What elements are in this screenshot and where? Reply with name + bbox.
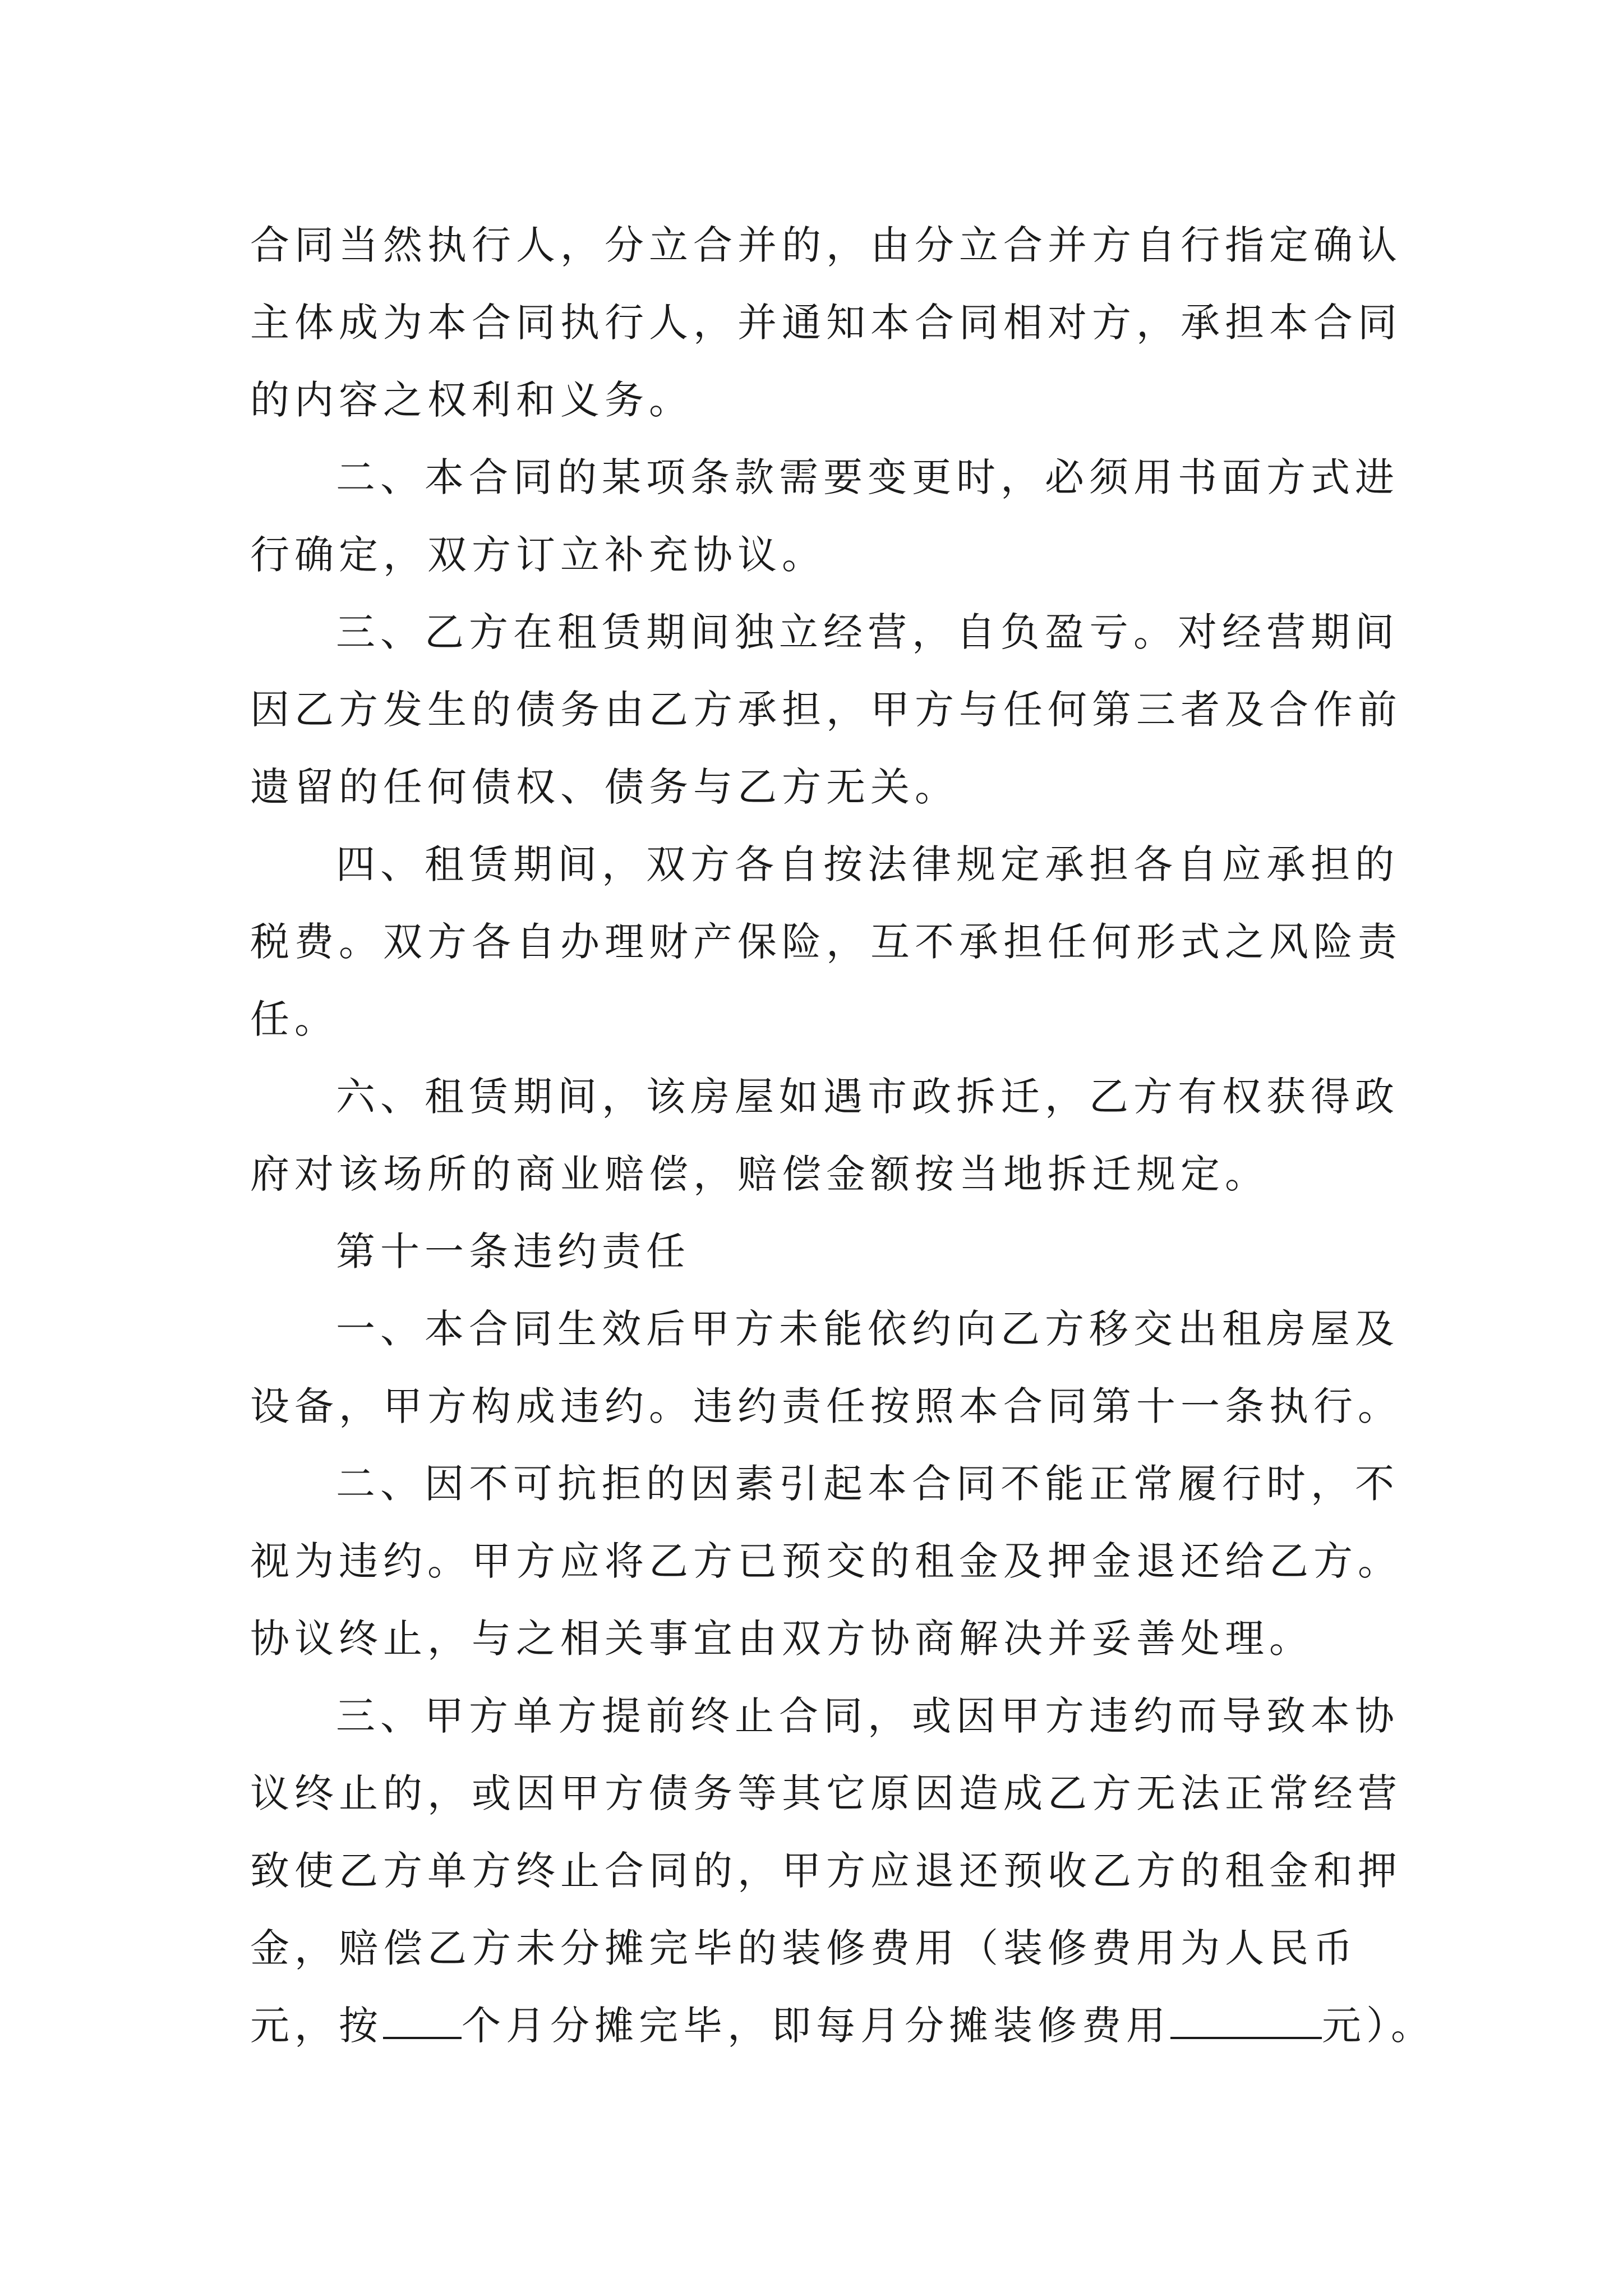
clause-2-line: 二、本合同的某项条款需要变更时，必须用书面方式进	[336, 454, 1399, 500]
body-line: 主体成为本合同执行人，并通知本合同相对方，承担本合同	[250, 300, 1402, 346]
last-line-part2: 个月分摊完毕，即每月分摊装修费用	[462, 2003, 1170, 2049]
body-line: 行确定，双方订立补充协议。	[250, 532, 826, 578]
clause-3-line: 三、乙方在租赁期间独立经营，自负盈亏。对经营期间	[336, 609, 1399, 655]
body-line: 的内容之权利和义务。	[250, 377, 693, 423]
last-line-part1: 元，按	[250, 2003, 383, 2049]
last-line	[250, 1987, 1435, 2064]
clause-4-line: 四、租赁期间，双方各自按法律规定承担各自应承担的	[336, 841, 1399, 887]
body-line: 设备，甲方构成违约。违约责任按照本合同第十一条执行。	[250, 1383, 1402, 1429]
body-line: 税费。双方各自办理财产保险，互不承担任何形式之风险责	[250, 919, 1402, 965]
body-line: 合同当然执行人，分立合并的，由分立合并方自行指定确认	[250, 222, 1402, 268]
document-body	[250, 206, 1435, 2064]
body-line: 议终止的，或因甲方债务等其它原因造成乙方无法正常经营	[250, 1770, 1402, 1816]
body-line: 视为违约。甲方应将乙方已预交的租金及押金退还给乙方。	[250, 1538, 1402, 1584]
body-line: 致使乙方单方终止合同的，甲方应退还预收乙方的租金和押	[250, 1848, 1402, 1894]
body-line: 因乙方发生的债务由乙方承担，甲方与任何第三者及合作前	[250, 687, 1402, 733]
article-heading: 第十一条违约责任	[336, 1228, 690, 1274]
body-line: 协议终止，与之相关事宜由双方协商解决并妥善处理。	[250, 1616, 1313, 1662]
blank-months	[383, 2002, 462, 2039]
breach-clause-3-line: 三、甲方单方提前终止合同，或因甲方违约而导致本协	[336, 1693, 1399, 1739]
clause-6-line: 六、租赁期间，该房屋如遇市政拆迁，乙方有权获得政	[336, 1074, 1399, 1120]
breach-clause-1-line: 一、本合同生效后甲方未能依约向乙方移交出租房屋及	[336, 1306, 1399, 1352]
breach-clause-2-line: 二、因不可抗拒的因素引起本合同不能正常履行时，不	[336, 1461, 1399, 1507]
body-line: 府对该场所的商业赔偿，赔偿金额按当地拆迁规定。	[250, 1151, 1269, 1197]
body-line: 任。	[250, 996, 339, 1042]
body-line: 遗留的任何债权、债务与乙方无关。	[250, 764, 959, 810]
last-line-part3: 元）。	[1322, 2003, 1435, 2049]
body-line: 金，赔偿乙方未分摊完毕的装修费用（装修费用为人民币	[250, 1925, 1358, 1971]
blank-monthly-fee	[1170, 2002, 1322, 2039]
